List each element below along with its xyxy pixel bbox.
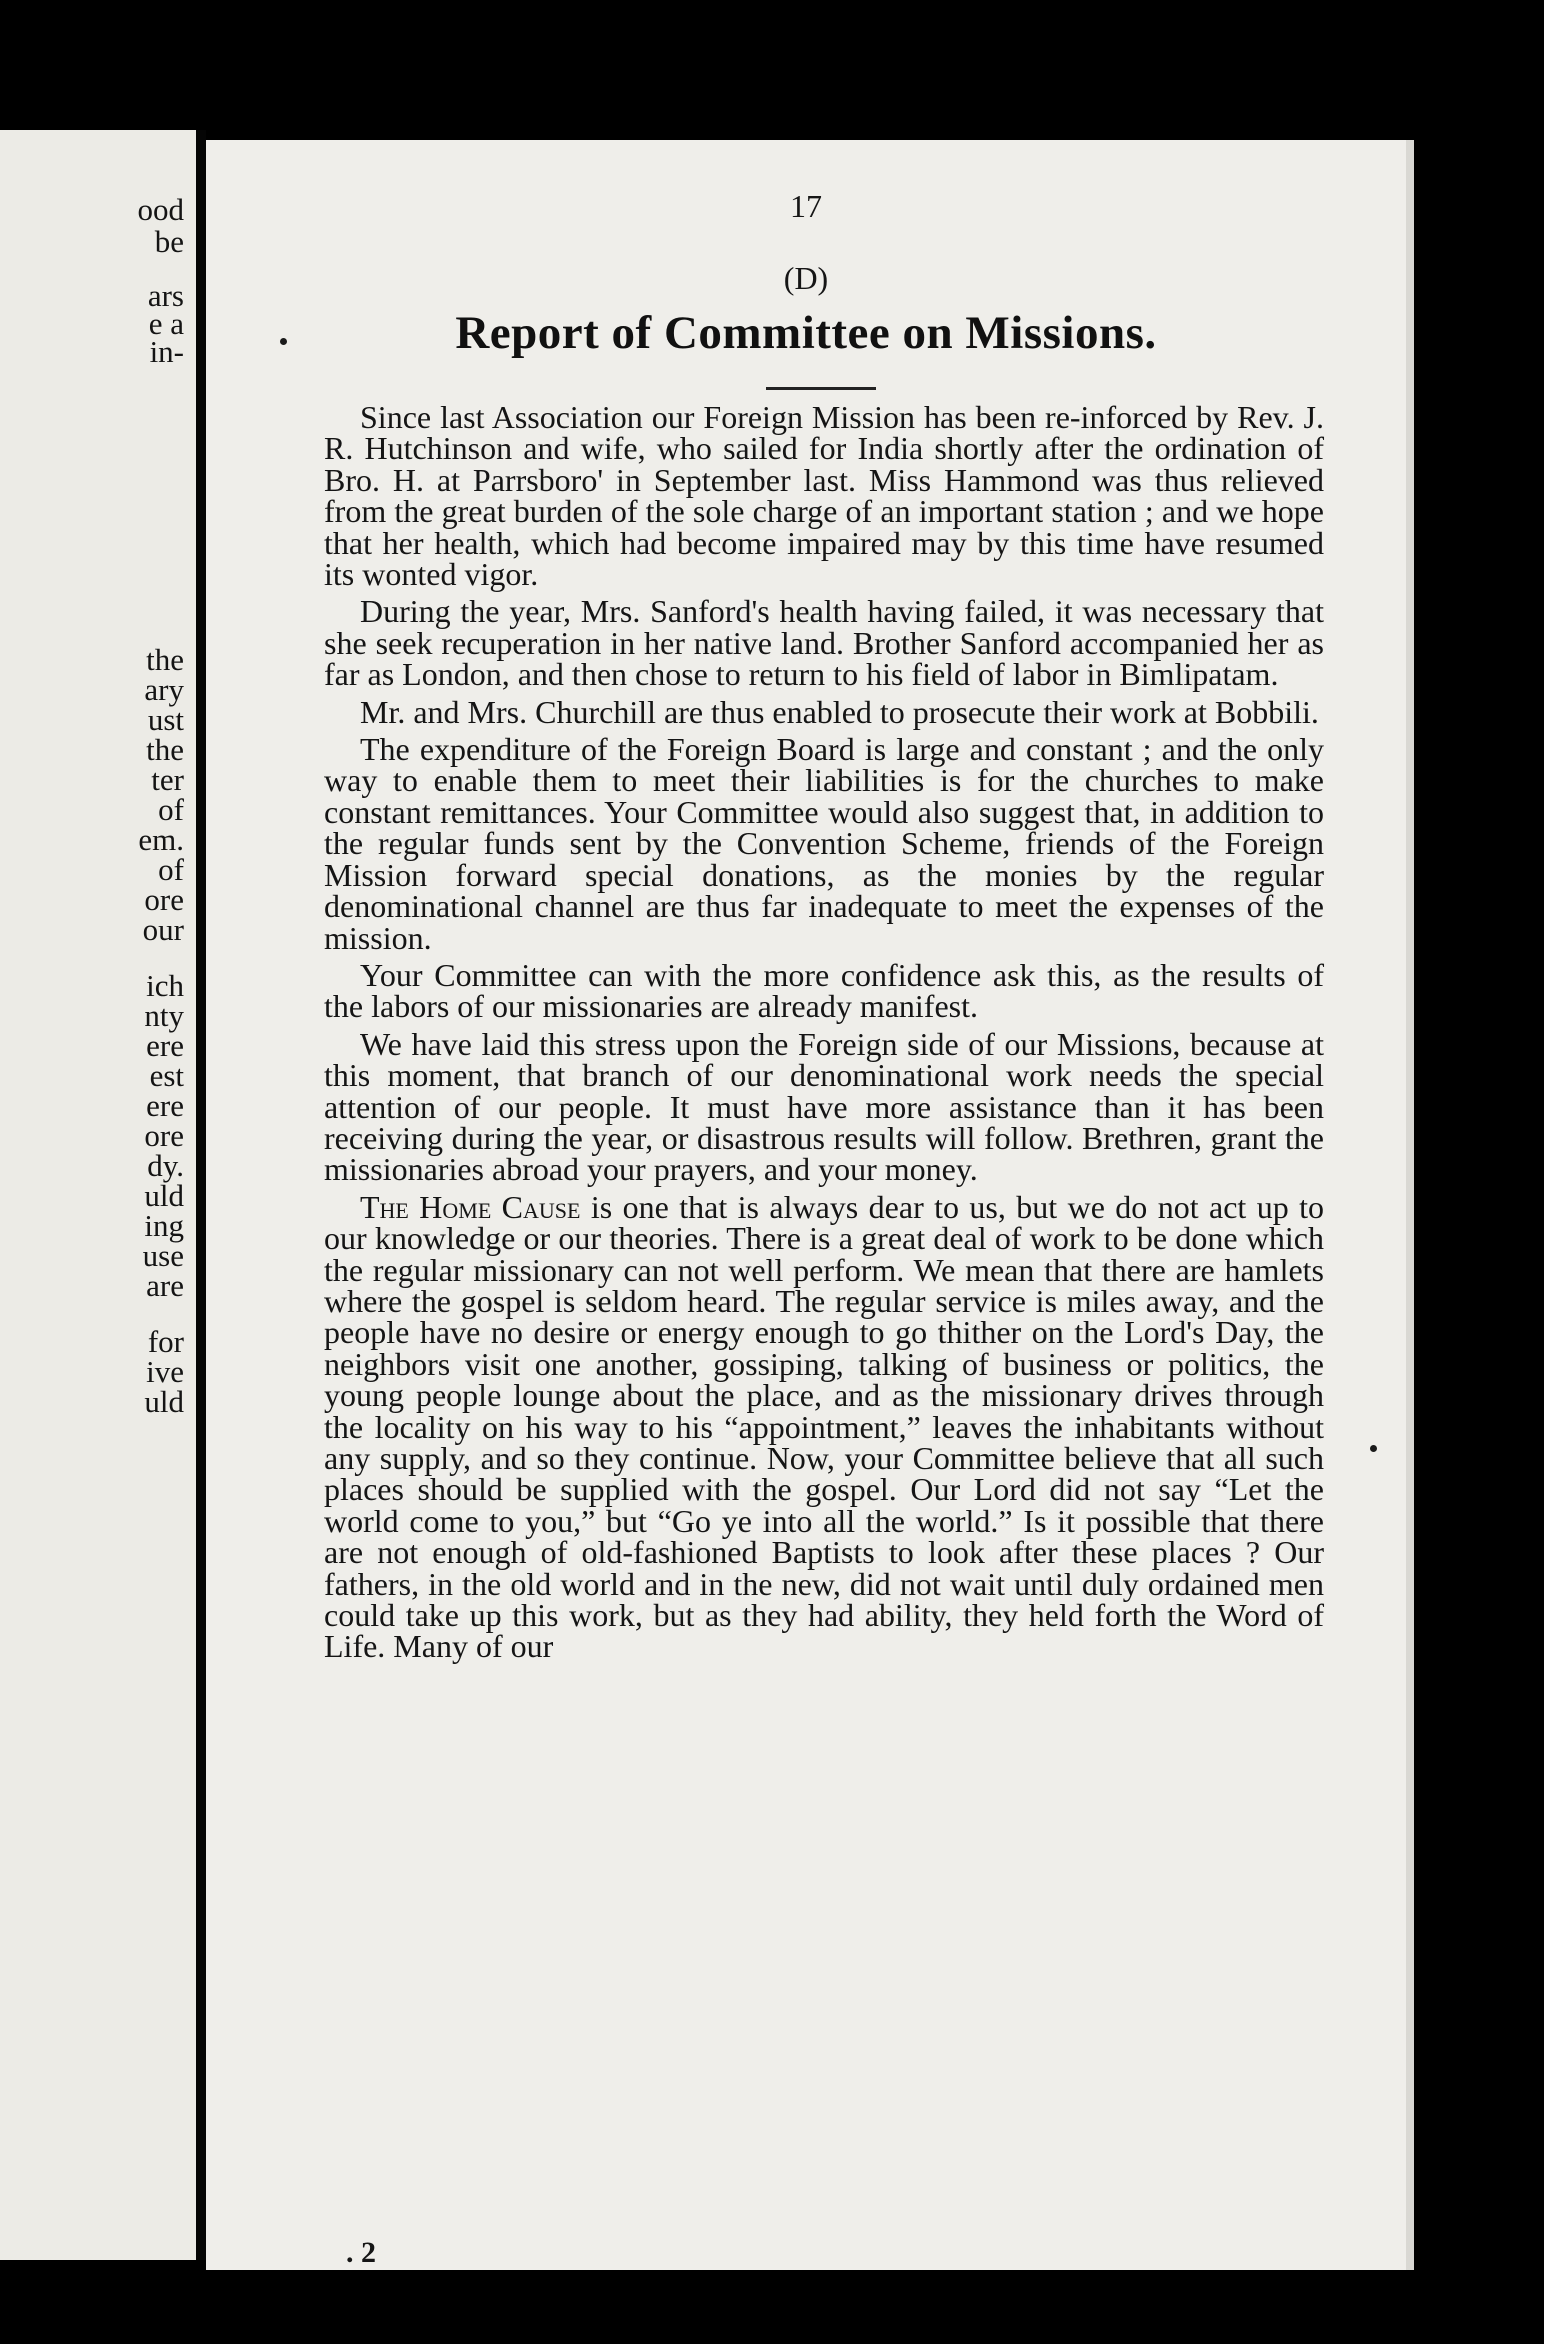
facing-page-fragment: ars: [147, 278, 184, 313]
report-body: [324, 399, 1324, 1669]
facing-page-fragment: ich: [146, 968, 184, 1003]
facing-page-fragment: be: [154, 224, 184, 259]
facing-page-fragment: uld: [144, 1178, 184, 1213]
facing-page-fragment: ere: [146, 1088, 184, 1123]
page-title: Report of Committee on Missions.: [455, 307, 1157, 359]
facing-page-fragment: of: [158, 792, 184, 827]
facing-page-fragment: ing: [144, 1208, 184, 1243]
facing-page-fragment: are: [146, 1268, 184, 1303]
facing-page-fragment: for: [147, 1324, 184, 1359]
document-page: [206, 140, 1406, 2270]
paragraph-home-cause: [324, 1188, 1324, 1665]
facing-page-fragment: ere: [146, 1028, 184, 1063]
facing-page-left: [0, 130, 196, 2260]
facing-page-fragment: ary: [144, 672, 184, 707]
paragraph: The expenditure of the Foreign Board is large and constant ; and the only way to enable them to meet their liabilities is for the churches to make constant remittances. Your Committee would also suggest that, in addition to the regular funds sent by the Convention Scheme, friends of the Foreign Mission forward special donations, as the monies by the regular denominational channel are thus far inadequate to meet the expenses of the mission.: [324, 731, 1324, 956]
paragraph: We have laid this stress upon the Foreign side of our Missions, because at this moment, that branch of our denominational work needs the special attention of our people. It must have more assistance than it has been receiving during the year, or disastrous results will follow. Brethren, grant the missionaries abroad your prayers, and your money.: [324, 1025, 1324, 1188]
ink-speck: [280, 338, 287, 345]
facing-page-fragment: of: [158, 852, 184, 887]
facing-page-fragment: em.: [138, 822, 184, 857]
paragraph: Your Committee can with the more confidence ask this, as the results of the labors of our missionaries are already manifest.: [324, 956, 1324, 1025]
facing-page-fragment: ood: [137, 192, 184, 227]
home-cause-text: is one that is always dear to us, but we do not act up to our knowledge or our theories. There is a great deal of work to be done which the regular missionary can not well perform. We mean that there are hamlets where the gospel is seldom heard. The regular service is miles away, and the people have no desire or energy enough to go thither on the Lord's Day, the neighbors visit one another, gossiping, talking of business or politics, the young people lounge about the place, and as the missionary drives through the locality on his way to his “appointment,” leaves the inhabitants without any supply, and so they continue. Now, your Committee believe that all such places should be supplied with the gospel. Our Lord did not say “Let the world come to you,” but “Go ye into all the world.” Is it possible that there are not enough of old-fashioned Baptists to look after these places ? Our fathers, in the old world and in the new, did not wait until duly ordained men could take up this work, but as they had ability, they held forth the Word of Life. Many of our: [324, 1188, 1324, 1665]
signature-mark: . 2: [346, 2236, 376, 2269]
facing-page-fragment: ter: [151, 762, 184, 797]
page-edge: [1406, 140, 1414, 2270]
facing-page-fragment: uld: [144, 1384, 184, 1419]
title-rule: [766, 387, 876, 390]
section-letter: (D): [783, 260, 829, 296]
paragraph: Mr. and Mrs. Churchill are thus enabled to prosecute their work at Bobbili.: [360, 693, 1319, 730]
facing-page-fragment: the: [146, 642, 184, 677]
page-number: 17: [790, 188, 822, 224]
facing-page-fragment: dy.: [147, 1148, 184, 1183]
facing-page-fragment: ive: [146, 1354, 184, 1389]
facing-page-fragment: ust: [147, 702, 184, 737]
facing-page-fragment: use: [142, 1238, 184, 1273]
facing-page-fragment: the: [146, 732, 184, 767]
facing-page-fragment: our: [142, 912, 184, 947]
facing-page-fragment: in-: [149, 334, 184, 369]
facing-page-fragment: ore: [144, 1118, 184, 1153]
facing-page-fragment: ore: [144, 882, 184, 917]
paragraph: During the year, Mrs. Sanford's health having failed, it was necessary that she seek recuperation in her native land. Brother Sanford accompanied her as far as London, and then chose to return to his field of labor in Bimlipatam.: [324, 593, 1324, 693]
home-cause-lead: The Home Cause: [360, 1188, 581, 1225]
ink-speck: [1370, 1445, 1377, 1452]
book-gutter: [196, 130, 206, 2260]
facing-page-fragment: est: [149, 1058, 184, 1093]
facing-page-fragment: nty: [144, 998, 184, 1033]
paragraph: Since last Association our Foreign Mission has been re-inforced by Rev. J. R. Hutchinson and wife, who sailed for India shortly after the ordination of Bro. H. at Parrsboro' in September last. Miss Hammond was thus relieved from the great burden of the sole charge of an important station ; and we hope that her health, which had become impaired may by this time have resumed its wonted vigor.: [324, 399, 1324, 593]
facing-page-fragment: e a: [148, 306, 184, 341]
